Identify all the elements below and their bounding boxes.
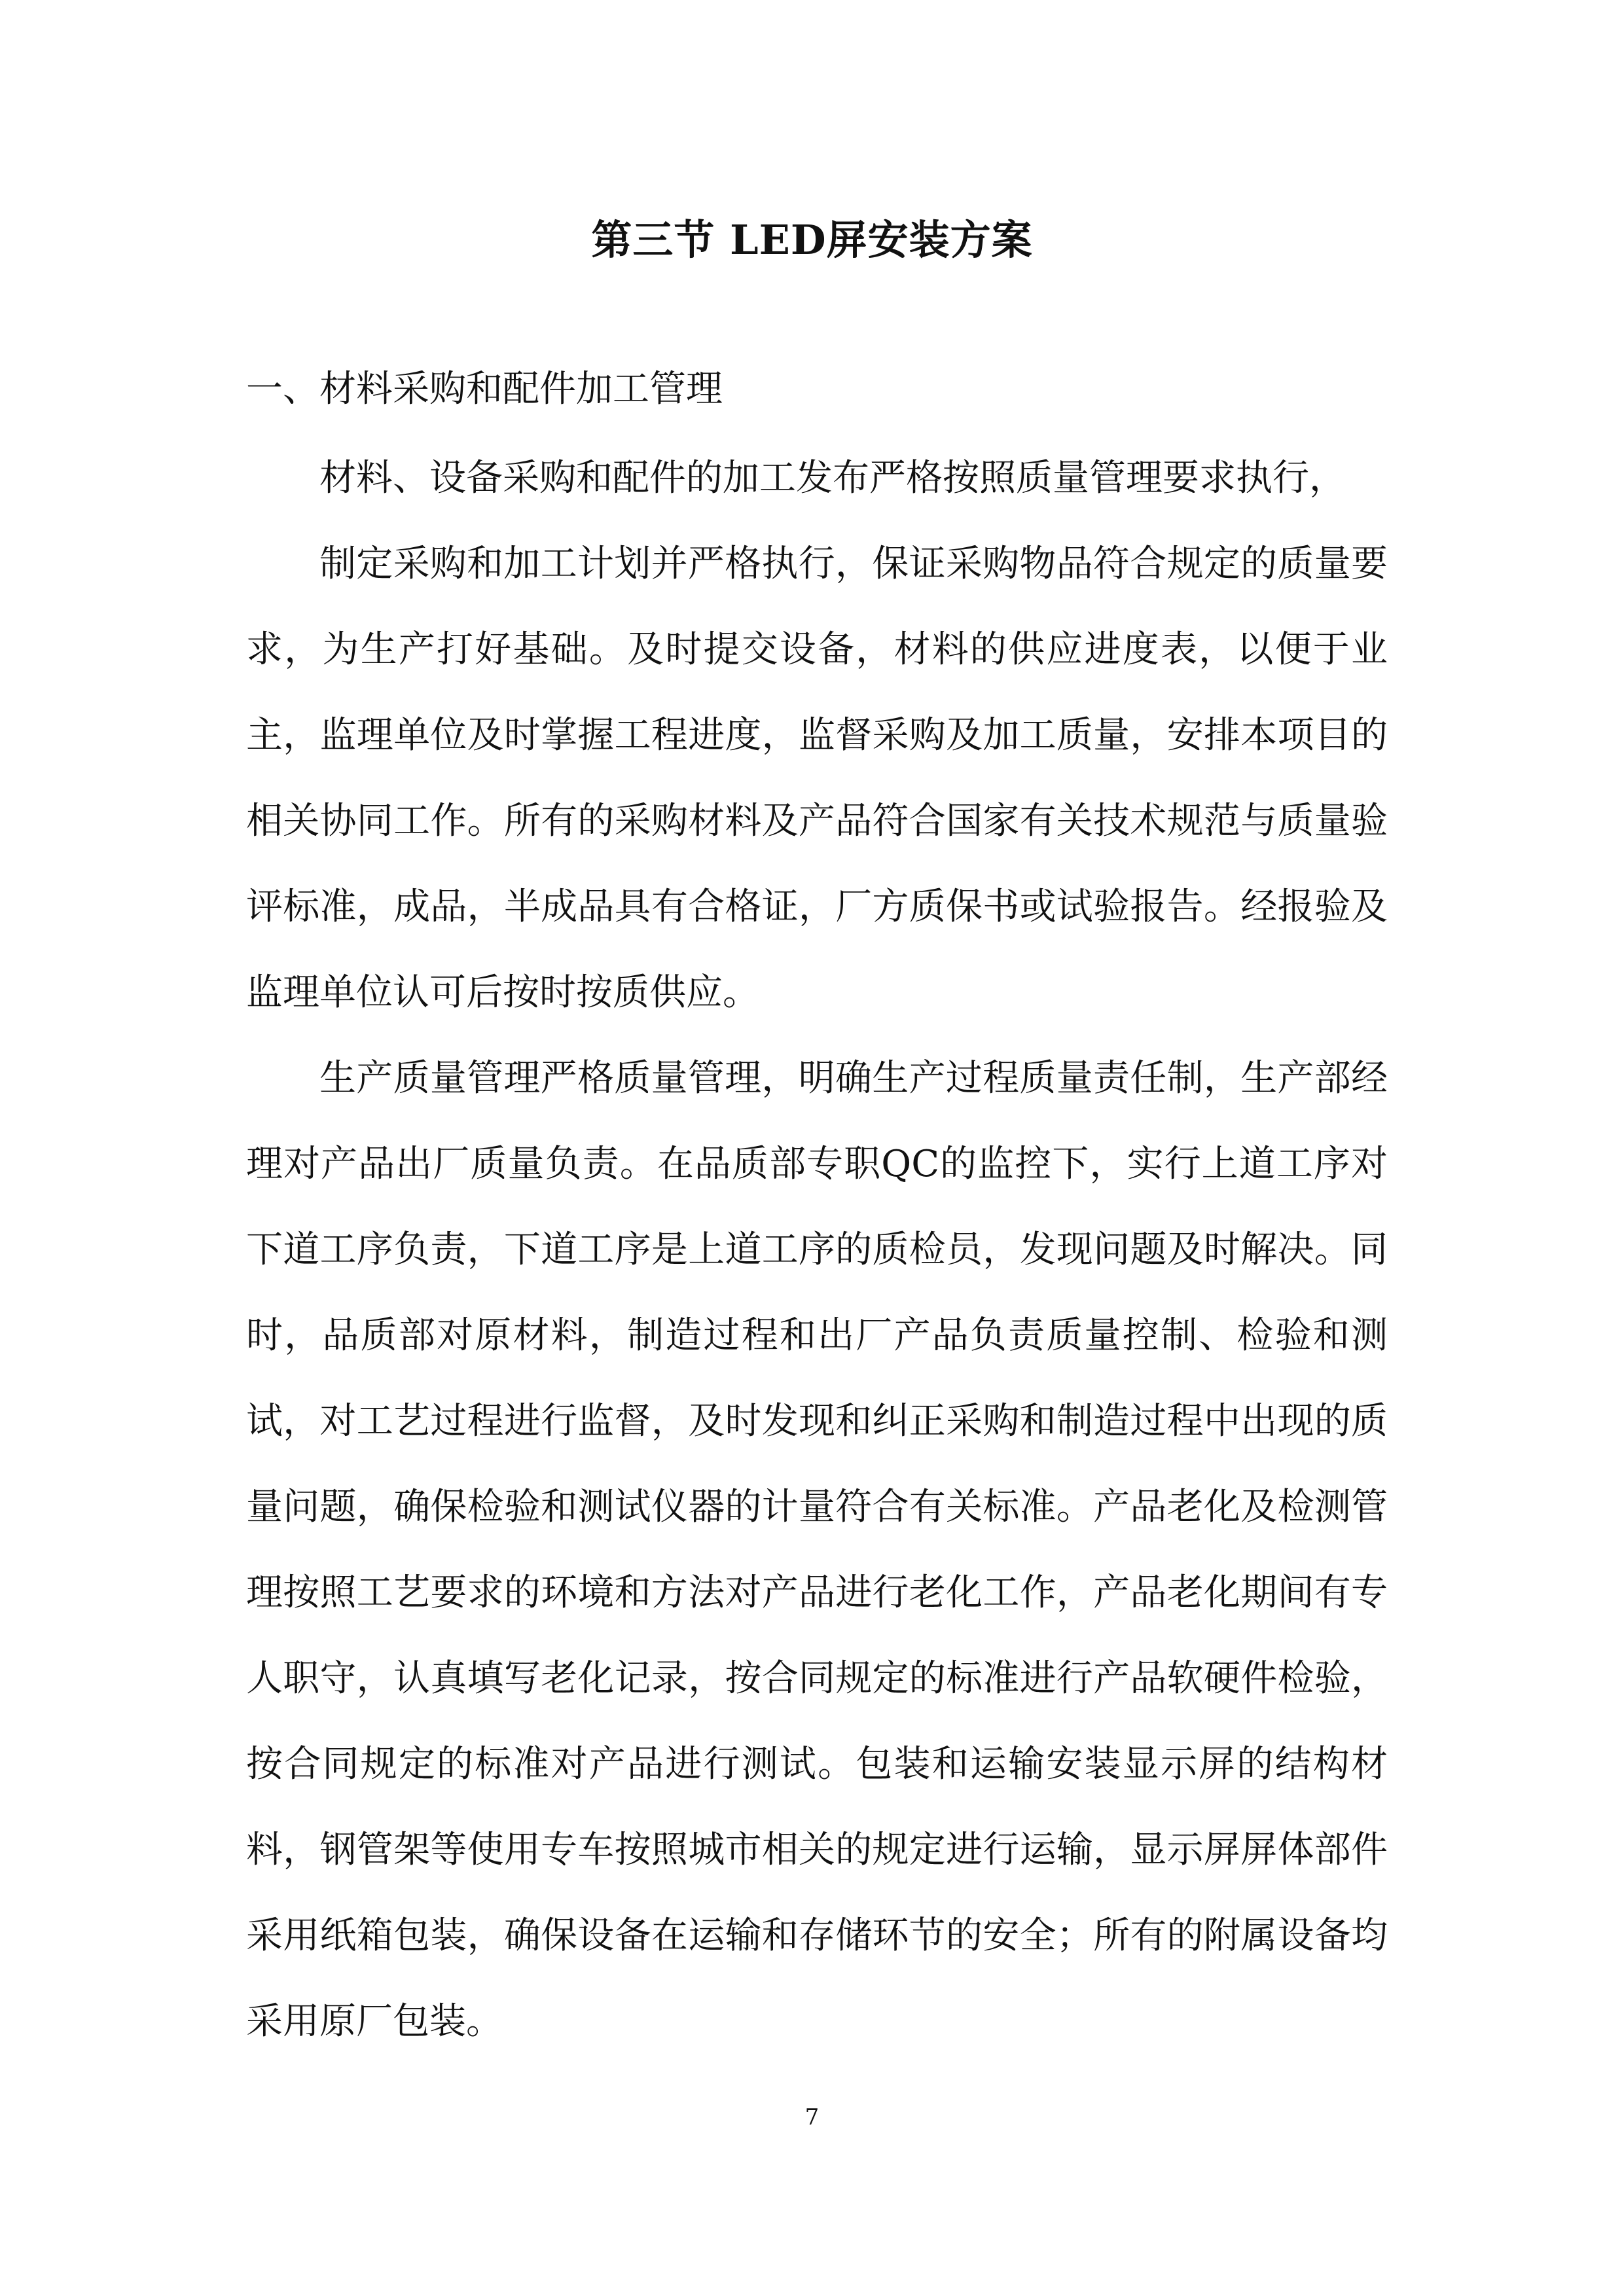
section-heading: 一、材料采购和配件加工管理: [246, 368, 723, 410]
paragraph: 生产质量管理严格质量管理，明确生产过程质量责任制，生产部经理对产品出厂质量负责。在品质部专职QC的监控下，实行上道工序对下道工序负责，下道工序是上道工序的质检员，发现问题及时解决。同时，品质部对原材料，制造过程和出厂产品负责质量控制、检验和测试，对工艺过程进行监督，及时发现和纠正采购和制造过程中出现的质量问题，确保检验和测试仪器的计量符合有关标准。产品老化及检测管理按照工艺要求的环境和方法对产品进行老化工作，产品老化期间有专人职守，认真填写老化记录，按合同规定的标准进行产品软硬件检验，按合同规定的标准对产品进行测试。包装和运输安装显示屏的结构材料，钢管架等使用专车按照城市相关的规定进行运输，显示屏屏体部件采用纸箱包装，确保设备在运输和存储环节的安全；所有的附属设备均采用原厂包装。: [246, 1057, 1388, 2043]
body-text: [246, 435, 1388, 2064]
page-title: 第三节 LED屏安装方案: [591, 216, 1033, 264]
paragraph: 制定采购和加工计划并严格执行，保证采购物品符合规定的质量要求，为生产打好基础。及时提交设备，材料的供应进度表，以便于业主，监理单位及时掌握工程进度，监督采购及加工质量，安排本项目的相关协同工作。所有的采购材料及产品符合国家有关技术规范与质量验评标准，成品，半成品具有合格证，厂方质保书或试验报告。经报验及监理单位认可后按时按质供应。: [246, 543, 1388, 1014]
paragraph: 材料、设备采购和配件的加工发布严格按照质量管理要求执行，: [319, 457, 1346, 499]
page-number: 7: [804, 2104, 820, 2130]
